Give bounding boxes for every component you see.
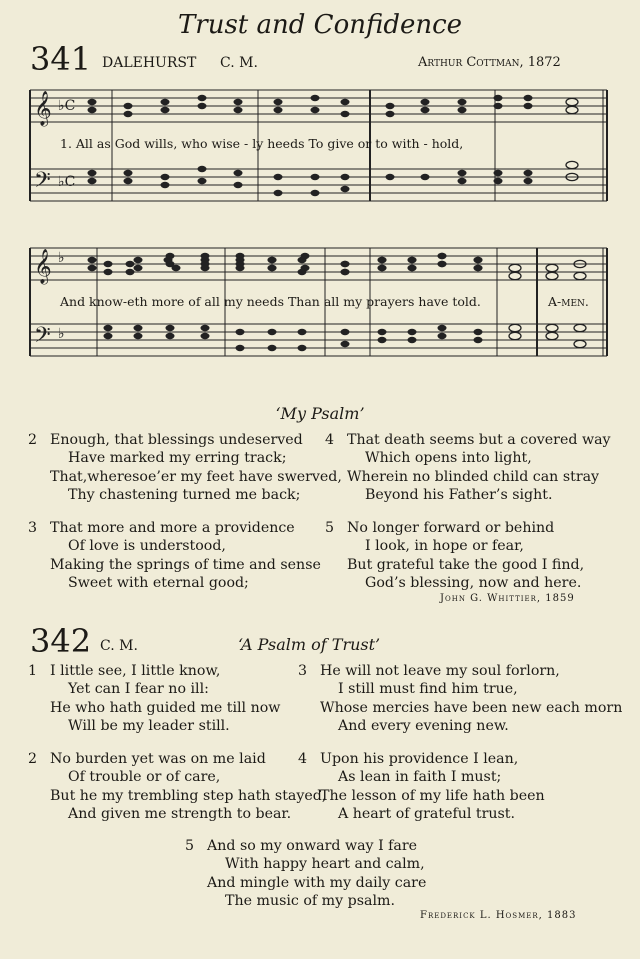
stanza-number: 2 — [28, 751, 38, 767]
page-title: Trust and Confidence — [177, 10, 463, 40]
stanza-number: 3 — [28, 520, 38, 536]
stanza-341-5: 5 No longer forward or behind I look, in hope or fear, But grateful take the good I find, God’s blessing, now and here. — [325, 520, 585, 592]
stanza-342-5: 5 And so my onward way I fare With happy heart and calm, And mingle with my daily care The music of my psalm. — [185, 838, 427, 910]
author-341: John G. Whittier, 1859 — [440, 593, 575, 604]
svg-text:𝄢: 𝄢 — [34, 323, 51, 353]
tune-name: DALEHURST — [102, 55, 197, 71]
lyrics-line-2: And know-eth more of all my needs Than all my prayers have told. — [60, 294, 481, 309]
meter: C. M. — [220, 55, 258, 71]
stanza-341-3: 3 That more and more a providence Of love is understood, Making the springs of time and sense Sweet with eternal good; — [28, 520, 321, 592]
stanza-number: 5 — [325, 520, 335, 536]
poem-title-342: ‘A Psalm of Trust’ — [238, 635, 381, 654]
stanza-number: 5 — [185, 838, 195, 854]
svg-text:𝄞: 𝄞 — [34, 249, 52, 284]
svg-text:𝄞: 𝄞 — [34, 91, 52, 126]
stanza-number: 1 — [28, 663, 38, 679]
stanza-number: 3 — [298, 663, 308, 679]
stanza-number: 2 — [28, 432, 38, 448]
stanza-342-2: 2 No burden yet was on me laid Of trouble or of care, But he my trembling step hath stayed, And given me strength to bear. — [28, 751, 327, 823]
svg-text:♭: ♭ — [58, 250, 65, 266]
stanza-342-1: 1 I little see, I little know, Yet can I fear no ill: He who hath guided me till now Will be my leader still. — [28, 663, 281, 735]
meter: C. M. — [100, 638, 138, 654]
stanza-number: 4 — [325, 432, 335, 448]
amen: A-men. — [548, 294, 589, 309]
stanza-341-4: 4 That death seems but a covered way Which opens into light, Wherein no blinded child can stray Beyond his Father’s sight. — [325, 432, 611, 504]
svg-text:♭: ♭ — [58, 326, 65, 342]
hymn-number: 342 — [30, 622, 92, 660]
stanza-number: 4 — [298, 751, 308, 767]
hymn-number: 341 — [30, 40, 92, 78]
author-342: Frederick L. Hosmer, 1883 — [420, 910, 577, 921]
stanza-341-2: 2 Enough, that blessings undeserved Have marked my erring track; That,wheresoe’er my feet have swerved, Thy chastening turned me back; — [28, 432, 342, 504]
svg-text:𝄢: 𝄢 — [34, 168, 51, 198]
stanza-342-4: 4 Upon his providence I lean, As lean in faith I must; The lesson of my life hath been A heart of grateful trust. — [298, 751, 545, 823]
stanza-342-3: 3 He will not leave my soul forlorn, I still must find him true, Whose mercies have been new each morn And every evening new. — [298, 663, 623, 735]
poem-title-341: ‘My Psalm’ — [275, 404, 365, 423]
composer: Arthur Cottman, 1872 — [418, 55, 561, 70]
lyrics-line-1: 1. All as God wills, who wise - ly heeds To give or to with - hold, — [60, 136, 464, 151]
svg-text:♭C: ♭C — [58, 98, 76, 114]
svg-text:♭C: ♭C — [58, 174, 76, 190]
